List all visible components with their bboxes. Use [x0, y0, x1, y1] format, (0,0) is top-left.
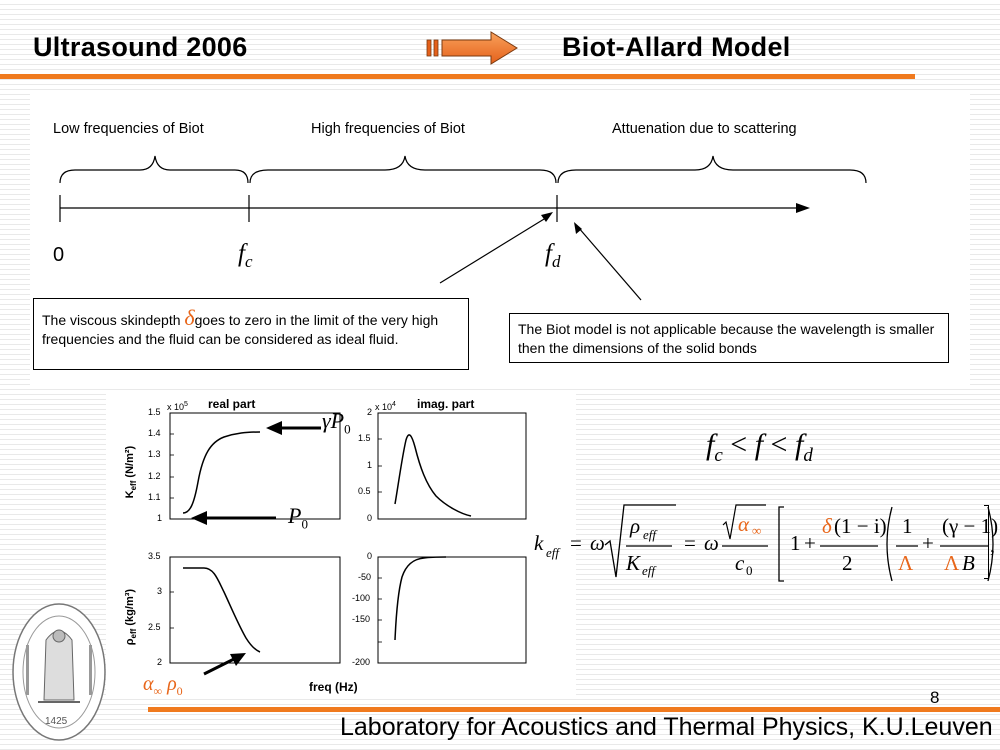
- svg-text:1: 1: [902, 514, 913, 538]
- svg-text:k: k: [534, 531, 544, 555]
- k-real-tick: 1.5: [148, 407, 161, 417]
- svg-text:ω: ω: [590, 531, 605, 555]
- rho-imag-tick: 0: [367, 551, 373, 561]
- k-real-tick: 1.1: [148, 492, 161, 502]
- svg-text:(1 − i): (1 − i): [834, 514, 887, 538]
- svg-text:c: c: [735, 551, 745, 575]
- svg-text:Λ: Λ: [944, 551, 960, 575]
- brace-low: [60, 156, 248, 183]
- wavenumber-formula: [530, 495, 1000, 590]
- brace-scatter: [558, 156, 866, 183]
- university-seal-logo: [8, 600, 110, 745]
- svg-text:eff: eff: [642, 563, 655, 578]
- svg-text:δ: δ: [822, 514, 832, 538]
- rho-imag-tick: -200: [352, 657, 371, 667]
- brace-high: [250, 156, 556, 183]
- tick-fd: $f_d$: [545, 240, 561, 271]
- x-label-freq: freq (Hz): [309, 680, 358, 694]
- svg-text:K: K: [626, 551, 641, 575]
- rho-imag-tick: -100: [352, 593, 371, 603]
- header-left-title: Ultrasound 2006: [33, 32, 248, 62]
- note-biot-limit: The Biot model is not applicable because the wavelength is smaller then the dimensions of the solid bonds: [509, 313, 949, 363]
- svg-text:∞: ∞: [752, 523, 762, 538]
- y-label-rho: $\rho_{eff}$ (kg/m³): [123, 588, 139, 646]
- footer-lab-name: Laboratory for Acoustics and Thermal Physics, K.U.Leuven: [340, 713, 993, 741]
- svg-text:Λ: Λ: [898, 551, 914, 575]
- k-imag-tick: 1: [367, 460, 373, 470]
- plot-imag-title: imag. part: [417, 397, 475, 411]
- plots-panel: [106, 392, 576, 698]
- annot-alpha-rho: $\alpha_\infty$ $\rho_0$: [143, 673, 183, 698]
- svg-text:ω: ω: [704, 531, 719, 555]
- annot-p0: $P_0$: [288, 503, 308, 532]
- svg-text:=: =: [684, 531, 696, 555]
- svg-text:ρ: ρ: [630, 514, 641, 538]
- k-imag-tick: 1.5: [358, 433, 371, 443]
- note-skindepth: The viscous skindepth δgoes to zero in the limit of the very high frequencies and the fluid can be considered as ideal fluid.: [33, 298, 469, 370]
- svg-text:α: α: [738, 512, 750, 536]
- y-label-k: $K_{eff}$ (N/m²): [123, 445, 139, 499]
- rho-real-tick: 3: [157, 586, 163, 596]
- k-imag-tick: 0.5: [358, 486, 371, 496]
- frequency-inequality: $f_c < f < f_d$: [706, 428, 813, 466]
- page-number: 8: [930, 688, 940, 707]
- formula-comma: ,: [990, 535, 995, 557]
- pointer-line-left: [440, 216, 549, 283]
- plot-real-title: real part: [208, 397, 256, 411]
- svg-text:+: +: [922, 531, 934, 555]
- rho-real-tick: 2.5: [148, 622, 161, 632]
- plot-real-exponent: x $10^5$: [167, 401, 188, 412]
- delta-symbol: δ: [184, 305, 195, 330]
- region-label-high: High frequencies of Biot: [311, 121, 465, 137]
- formula-right-bracket: [984, 505, 989, 579]
- tick-zero: 0: [53, 244, 65, 266]
- rho-imag-tick: -50: [358, 572, 372, 582]
- region-label-low: Low frequencies of Biot: [53, 121, 204, 137]
- plot-imag-exponent: x $10^4$: [375, 401, 396, 412]
- svg-text:1425: 1425: [45, 716, 68, 727]
- svg-text:B: B: [962, 551, 975, 575]
- svg-text:eff: eff: [643, 527, 656, 542]
- header-right-title: Biot-Allard Model: [562, 32, 791, 62]
- svg-text:+: +: [804, 531, 816, 555]
- k-imag-tick: 2: [367, 407, 373, 417]
- rho-real-tick: 2: [157, 657, 163, 667]
- svg-text:0: 0: [746, 563, 753, 578]
- region-label-scatter: Attuenation due to scattering: [612, 121, 797, 137]
- tick-fc: $f_c$: [238, 240, 253, 271]
- footer-rule: [148, 707, 1000, 712]
- rho-imag-tick: -150: [352, 614, 371, 624]
- k-real-tick: 1.3: [148, 449, 161, 459]
- k-imag-tick: 0: [367, 513, 373, 523]
- k-real-tick: 1.4: [148, 428, 161, 438]
- svg-text:(γ − 1): (γ − 1): [942, 514, 999, 538]
- svg-text:2: 2: [842, 551, 853, 575]
- svg-text:=: =: [570, 531, 582, 555]
- pointer-line-right: [578, 227, 641, 300]
- rho-real-tick: 3.5: [148, 551, 161, 561]
- annot-gamma-p0: $\gamma P_0$: [322, 408, 351, 437]
- k-real-tick: 1: [157, 513, 163, 523]
- svg-text:1: 1: [790, 531, 801, 555]
- k-real-tick: 1.2: [148, 471, 161, 481]
- svg-text:eff: eff: [546, 545, 559, 560]
